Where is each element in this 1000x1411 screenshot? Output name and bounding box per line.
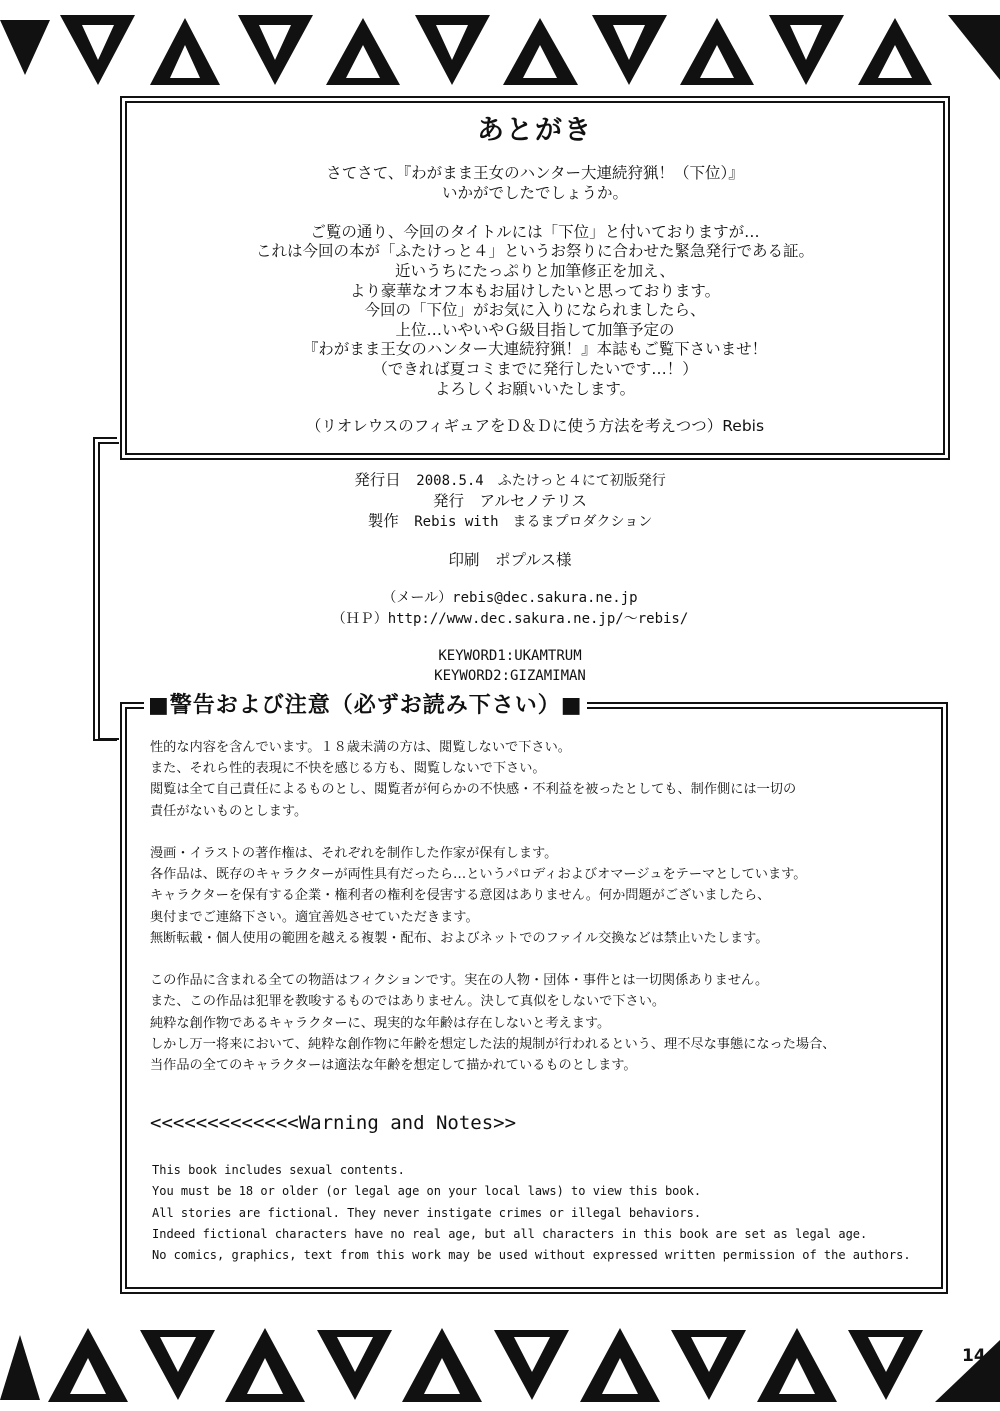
colophon-date xyxy=(300,468,720,490)
colophon-printing-label: 印刷 xyxy=(448,551,480,569)
note-line: 漫画・イラストの著作権は、それぞれを制作した作家が保有します。 xyxy=(150,846,558,861)
afterword-line: これは今回の本が「ふたけっと４」というお祭りに合わせた緊急発行である証。 xyxy=(255,242,814,261)
afterword-line: 『わがまま王女のハンター大連続狩猟！』本誌もご覧下さいませ！ xyxy=(302,340,768,359)
note-line: 当作品の全てのキャラクターは適法な年齢を想定して描かれているものとします。 xyxy=(150,1058,637,1074)
colophon-production-value: Rebis with まるまプロダクション xyxy=(414,514,653,530)
afterword-line: 上位…いやいやＧ級目指して加筆予定の xyxy=(395,320,675,339)
english-note-line: All stories are fictional. They never instigate crimes or illegal behaviors. xyxy=(152,1205,702,1220)
afterword-title: あとがき xyxy=(477,115,593,146)
note-line: また、それら性的表現に不快を感じる方も、閲覧しないで下さい。 xyxy=(150,761,546,777)
note-line xyxy=(150,949,920,970)
afterword-box xyxy=(120,96,950,460)
keyword-1 xyxy=(300,646,720,664)
note-line: 閲覧は全て自己責任によるものとし、閲覧者が何らかの不快感・不利益を被ったとしても、制作側には一切の xyxy=(150,782,797,798)
homepage-link[interactable]: （ＨＰ）http://www.dec.sakura.ne.jp/～rebis/ xyxy=(331,611,689,627)
colophon-date-label: 発行日 xyxy=(354,471,401,489)
frame-connector xyxy=(93,437,117,741)
english-note-line: This book includes sexual contents. xyxy=(152,1163,405,1177)
english-note-line: Indeed fictional characters have no real age, but all characters in this book are set as legal age. xyxy=(152,1226,868,1241)
afterword-line: よろしくお願いいたします。 xyxy=(434,379,636,398)
top-triangle-border xyxy=(0,0,1000,100)
afterword-line: （できれば夏コミまでに発行したいです…！） xyxy=(372,359,698,378)
keyword-1-text: KEYWORD1:UKAMTRUM xyxy=(438,648,582,664)
afterword-line: 今回の「下位」がお気に入りになられましたら、 xyxy=(364,301,706,320)
afterword-line: さてさて、『わがまま王女のハンター大連続狩猟！（下位）』 xyxy=(326,164,744,182)
mail-link[interactable]: （メール）rebis@dec.sakura.ne.jp xyxy=(382,590,638,606)
warning-title: ■警告および注意（必ずお読み下さい）■ xyxy=(144,688,587,719)
keyword-2-text: KEYWORD2:GIZAMIMAN xyxy=(434,668,586,684)
afterword-signature: （リオレウスのフィギュアをＤ＆Ｄに使う方法を考えつつ）Rebis xyxy=(305,417,765,435)
afterword-line xyxy=(122,203,948,223)
afterword-line: いかがでしたでしょうか。 xyxy=(441,183,628,202)
note-line: 奥付までご連絡下さい。適宜善処させていただきます。 xyxy=(150,909,479,925)
note-line: キャラクターを保有する企業・権利者の権利を侵害する意図はありません。何か問題がございましたら、 xyxy=(150,888,771,904)
note-line: この作品に含まれる全ての物語はフィクションです。実在の人物・団体・事件とは一切関係ありません。 xyxy=(150,973,769,989)
colophon-publisher-value: アルセノテリス xyxy=(479,492,587,510)
note-line: 各作品は、既存のキャラクターが両性具有だったら…というパロディおよびオマージュをテーマとしています。 xyxy=(150,867,807,883)
english-note-line: You must be 18 or older (or legal age on your local laws) to view this book. xyxy=(152,1184,702,1199)
english-notes xyxy=(152,1160,911,1266)
afterword-line: ご覧の通り、今回のタイトルには「下位」と付いておりますが… xyxy=(310,222,760,241)
colophon-publisher-label: 発行 xyxy=(433,492,465,510)
note-line: 性的な内容を含んでいます。１８歳未満の方は、閲覧しないで下さい。 xyxy=(150,740,571,755)
bottom-triangle-border xyxy=(0,1310,1000,1411)
colophon-date-value: 2008.5.4 ふたけっと４にて初版発行 xyxy=(416,473,666,489)
colophon-production-label: 製作 xyxy=(367,512,399,530)
colophon-printing-value: ポプルス様 xyxy=(495,551,572,569)
note-line: しかし万一将来において、純粋な創作物に年齢を想定した法的規制が行われるという、理不尽な事態になった場合、 xyxy=(150,1036,836,1052)
afterword-text xyxy=(122,164,948,399)
afterword-line: 近いうちにたっぷりと加筆修正を加え、 xyxy=(395,261,675,280)
afterword-line: より豪華なオフ本もお届けしたいと思っております。 xyxy=(349,281,721,300)
colophon-hp[interactable] xyxy=(300,608,720,628)
note-line: 無断転載・個人使用の範囲を越える複製・配布、およびネットでのファイル交換などは禁止いたします。 xyxy=(150,930,769,946)
note-line: 責任がないものとします。 xyxy=(150,803,308,819)
note-line: また、この作品は犯罪を教唆するものではありません。決して真似をしないで下さい。 xyxy=(150,994,666,1010)
colophon-mail[interactable] xyxy=(300,587,720,607)
colophon-printing xyxy=(300,548,720,570)
keyword-2 xyxy=(300,666,720,684)
japanese-notes xyxy=(150,737,920,1076)
note-line: 純粋な創作物であるキャラクターに、現実的な年齢は存在しないと考えます。 xyxy=(150,1015,611,1031)
colophon-publisher xyxy=(300,489,720,511)
english-note-line: No comics, graphics, text from this work may be used without expressed written permission of the authors. xyxy=(152,1248,911,1263)
page-number: 14 xyxy=(962,1346,986,1366)
note-line xyxy=(150,822,920,843)
english-warning-heading: <<<<<<<<<<<<<Warning and Notes>> xyxy=(150,1112,517,1134)
colophon-production xyxy=(300,509,720,531)
